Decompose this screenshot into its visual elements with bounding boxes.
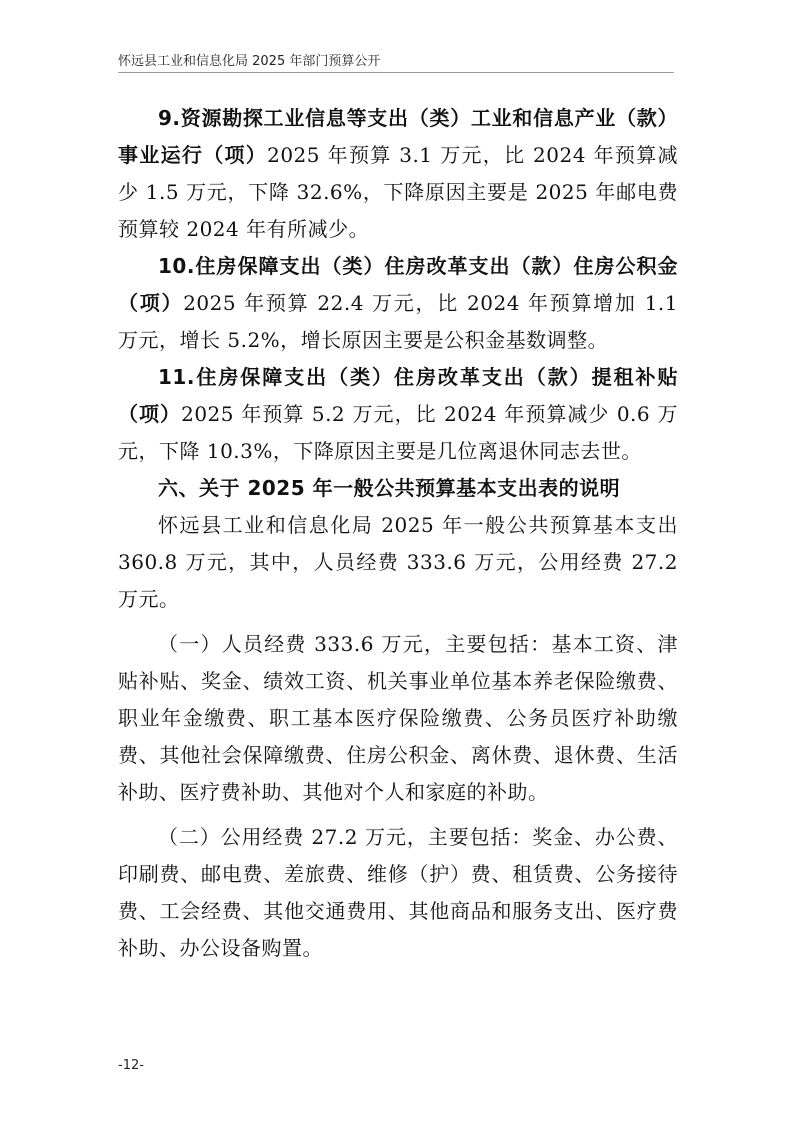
- document-body: [118, 100, 678, 967]
- paragraph-item-10: [118, 248, 678, 359]
- section-intro-paragraph: 怀远县工业和信息化局 2025 年一般公共预算基本支出 360.8 万元，其中，人员经费 333.6 万元，公用经费 27.2 万元。: [118, 513, 678, 611]
- paragraph-item-11-text: 2025 年预算 5.2 万元，比 2024 年预算减少 0.6 万元，下降 10.3%，下降原因主要是几位离退休同志去世。: [118, 402, 679, 463]
- document-header: 怀远县工业和信息化局 2025 年部门预算公开: [118, 54, 381, 69]
- public-expense-paragraph: （二）公用经费 27.2 万元，主要包括：奖金、办公费、印刷费、邮电费、差旅费、维修（护）费、租赁费、公务接待费、工会经费、其他交通费用、其他商品和服务支出、医疗费补助、办公设备购置。: [118, 825, 678, 960]
- paragraph-item-9-lead: 9.资源勘探工业信息等支出（类）工业和信息产业（款）事业运行（项）: [118, 106, 678, 167]
- paragraph-spacer: [118, 618, 678, 626]
- paragraph-spacer: [118, 811, 678, 819]
- paragraph-item-11-lead: 11.住房保障支出（类）住房改革支出（款）提租补贴（项）: [118, 365, 678, 426]
- page-number: -12-: [118, 1058, 144, 1073]
- paragraph-item-9: [118, 100, 678, 248]
- header-divider: [118, 72, 674, 73]
- paragraph-item-10-text: 2025 年预算 22.4 万元，比 2024 年预算增加 1.1 万元，增长 5.2%，增长原因主要是公积金基数调整。: [118, 291, 679, 352]
- section-heading: 六、关于 2025 年一般公共预算基本支出表的说明: [158, 476, 621, 500]
- paragraph-item-9-text: 2025 年预算 3.1 万元，比 2024 年预算减少 1.5 万元，下降 32.6%，下降原因主要是 2025 年邮电费预算较 2024 年有所减少。: [118, 143, 679, 241]
- paragraph-item-10-lead: 10.住房保障支出（类）住房改革支出（款）住房公积金（项）: [118, 254, 678, 315]
- personnel-expense-paragraph: （一）人员经费 333.6 万元，主要包括：基本工资、津贴补贴、奖金、绩效工资、机关事业单位基本养老保险缴费、职业年金缴费、职工基本医疗保险缴费、公务员医疗补助缴费、其他社会保障缴费、住房公积金、离休费、退休费、生活补助、医疗费补助、其他对个人和家庭的补助。: [118, 632, 678, 804]
- paragraph-item-11: [118, 359, 678, 470]
